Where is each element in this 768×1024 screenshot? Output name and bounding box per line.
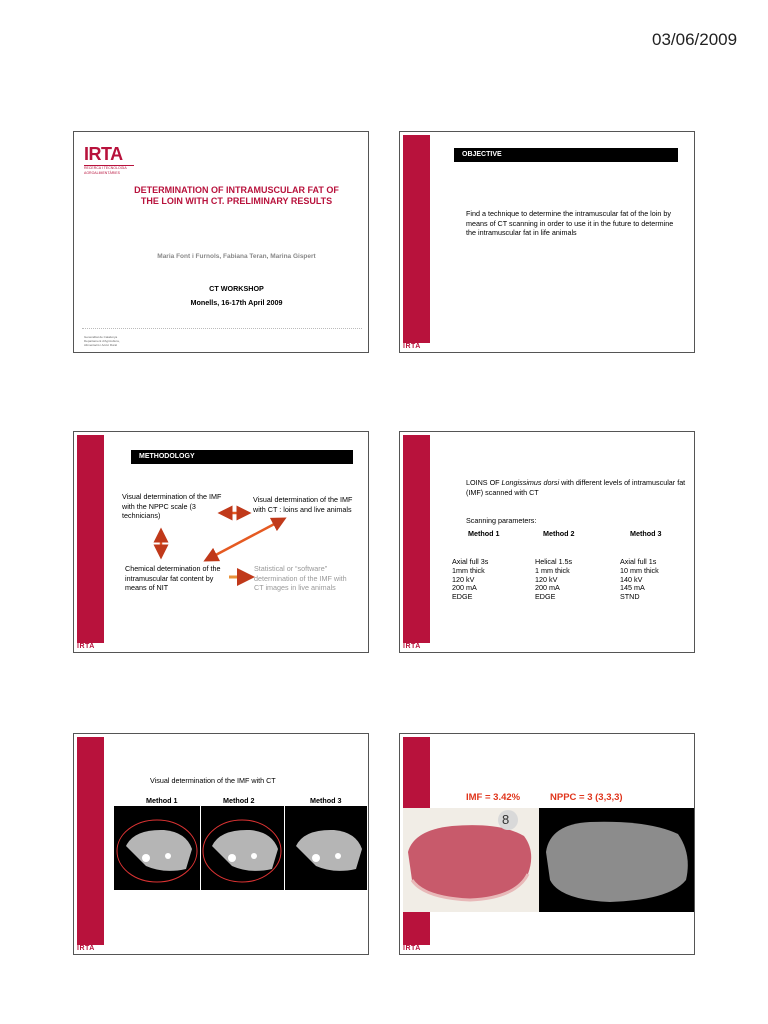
params-label: Scanning parameters: [466,516,537,525]
param: EDGE [535,592,556,602]
method2-params [535,558,572,602]
methodology-arrows [74,432,369,653]
method-box-chemical: Chemical determination of the intramuscular fat content by means of NIT [125,564,221,592]
param: Helical 1.5s [535,557,573,566]
param: Axial full 1s [620,557,657,566]
irta-logo-small: IRTA [403,945,421,952]
param: Axial full 3s [452,557,489,566]
ct-scan-images [74,734,369,955]
method1-name: Method 1 [468,529,500,538]
method2-name: Method 2 [543,529,575,538]
slide-scanning [399,431,695,653]
param: 1 mm thick [535,565,570,575]
method-box-nppc: Visual determination of the IMF with the NPPC scale (3 technicians) [122,492,222,520]
ct-bone [142,854,150,862]
param: 140 kV [620,574,643,584]
generalitat-line2: Departament d'Agricultura, [84,339,120,343]
irta-logo-sub2: AGROALIMENTÀRIES [84,171,120,175]
ct-bone [312,854,320,862]
method-box-statistical: Statistical or “software” determination of the IMF with CT images in live animals [254,564,347,592]
ct-bone [251,853,257,859]
param: 1mm thick [452,565,485,575]
param: 145 mA [620,583,645,593]
arrow-diagonal [210,521,280,558]
ct-bone [165,853,171,859]
sample-photos [400,734,695,955]
slide-authors: Maria Font i Furnols, Fabiana Teran, Marina Gispert [157,253,316,260]
irta-logo [84,145,134,180]
irta-logo-small: IRTA [77,945,95,952]
irta-logo-text: IRTA [84,144,123,164]
red-sidebar [403,435,430,643]
irta-logo-small: IRTA [403,343,421,350]
irta-logo-small: IRTA [77,643,95,650]
page-date: 03/06/2009 [652,30,738,49]
slide-sample [399,733,695,955]
footer-divider [82,328,362,329]
intro-italic: Longissimus dorsi [501,478,560,487]
param: 200 mA [535,583,560,593]
nppc-value: NPPC = 3 (3,3,3) [550,792,623,803]
generalitat-line3: Alimentació i Acció Rural [84,343,118,347]
intro-b: with different levels of intramuscular fat (IMF) scanned with CT [466,478,686,497]
method-box-ct: Visual determination of the IMF with CT : loins and live animals [253,495,353,514]
slide-title [73,131,369,353]
generalitat-line1: Generalitat de Catalunya [84,335,118,339]
method3-label: Method 3 [310,796,342,805]
red-sidebar [403,135,430,343]
irta-logo-small: IRTA [403,643,421,650]
method3-name: Method 3 [630,529,662,538]
slide-place: Monells, 16-17th April 2009 [190,298,283,307]
objective-text: Find a technique to determine the intramuscular fat of the loin by means of CT scanning in order to use it in the future to determine the intramuscular fat in life animals [466,209,674,237]
param: STND [620,592,640,602]
sample-number: 8 [502,812,510,827]
slide-objective [399,131,695,353]
visual-ct-title: Visual determination of the IMF with CT [150,776,276,785]
intro-a: LOINS OF [466,478,502,487]
slide-title-heading: DETERMINATION OF INTRAMUSCULAR FAT OF THE LOIN WITH CT. PRELIMINARY RESULTS [134,185,339,206]
param: 200 mA [452,583,477,593]
method2-label: Method 2 [223,796,255,805]
method3-params [620,558,659,602]
param: 10 mm thick [620,565,659,575]
slide-visual-ct [73,733,369,955]
loins-intro [466,478,686,497]
imf-value: IMF = 3.42% [466,792,521,803]
slide-header: METHODOLOGY [131,450,353,464]
method1-label: Method 1 [146,796,178,805]
ct-loin-shape [546,822,688,902]
param: EDGE [452,592,473,602]
slide-event: CT WORKSHOP [209,284,264,293]
generalitat-logo [84,335,120,347]
param: 120 kV [535,574,558,584]
method1-params [452,558,488,602]
slide-header: OBJECTIVE [454,148,678,162]
ct-bone [228,854,236,862]
slide-methodology [73,431,369,653]
irta-logo-sub1: RECERCA I TECNOLOGIA [84,166,127,170]
param: 120 kV [452,574,475,584]
ct-bone [335,853,341,859]
